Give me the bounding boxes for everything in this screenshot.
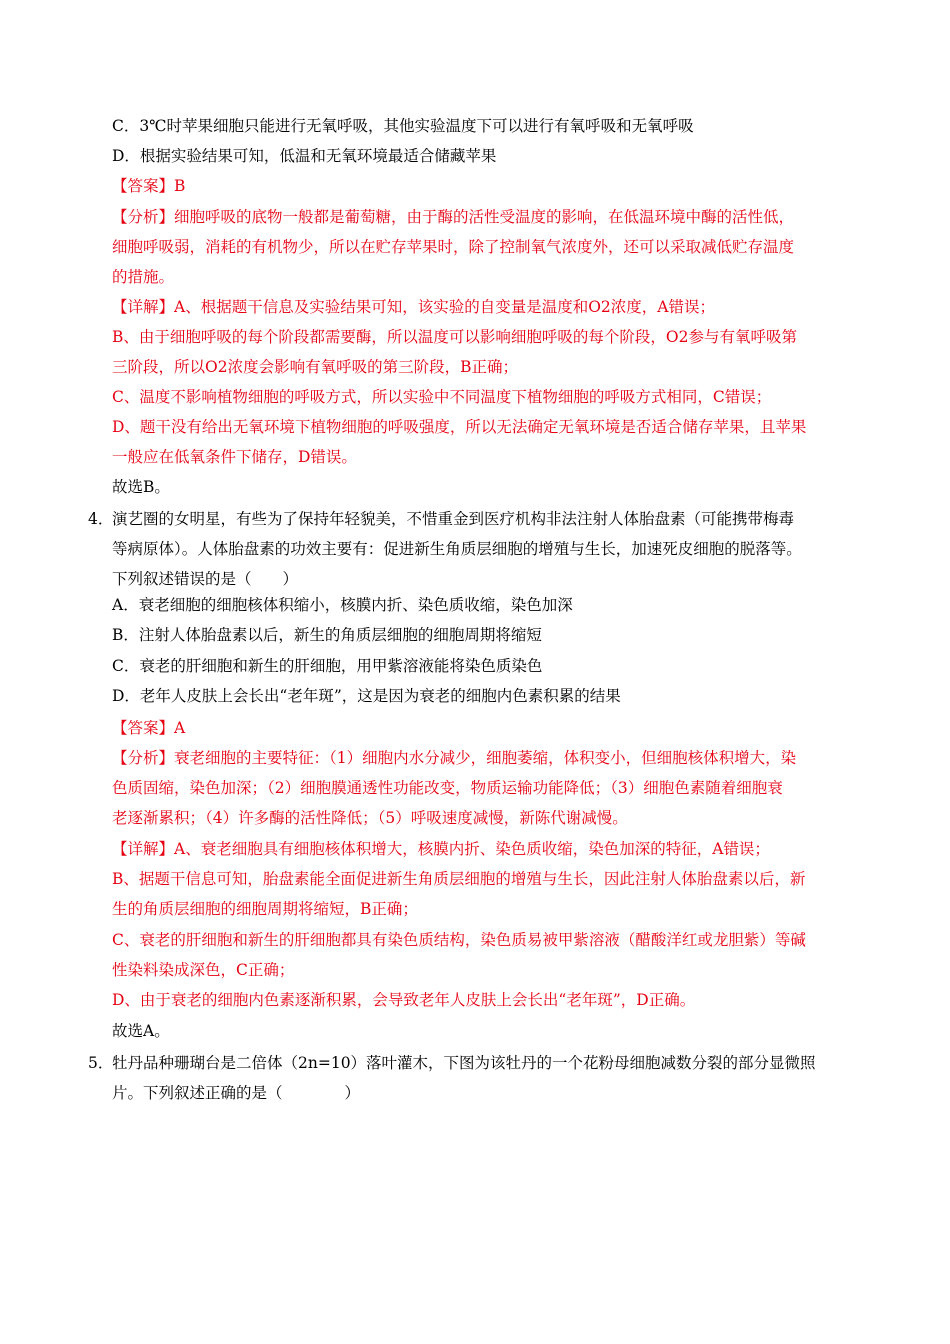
q4-number: 4．	[88, 510, 114, 528]
q4-detail-line-1: 【详解】A、衰老细胞具有细胞核体积增大，核膜内折、染色质收缩，染色加深的特征，A错误；	[112, 840, 770, 858]
q4-answer: 【答案】A	[112, 719, 186, 737]
q4-analysis-line-2: 色质固缩，染色加深；（2）细胞膜通透性功能改变，物质运输功能降低；（3）细胞色素随着细胞衰	[112, 779, 783, 797]
q5-stem-line-1: 牡丹品种珊瑚台是二倍体（2n=10）落叶灌木，下图为该牡丹的一个花粉母细胞减数分裂的部分显微照	[112, 1054, 816, 1072]
q4-option-c: C．衰老的肝细胞和新生的肝细胞，用甲紫溶液能将染色质染色	[112, 657, 543, 675]
q4-option-a: A．衰老细胞的细胞核体积缩小，核膜内折、染色质收缩，染色加深	[112, 596, 573, 614]
q3-analysis-line-1: 【分析】细胞呼吸的底物一般都是葡萄糖，由于酶的活性受温度的影响，在低温环境中酶的活性低，	[112, 208, 795, 226]
q4-option-b: B．注射人体胎盘素以后，新生的角质层细胞的细胞周期将缩短	[112, 626, 542, 644]
q3-detail-line-1: 【详解】A、根据题干信息及实验结果可知，该实验的自变量是温度和O2浓度，A错误；	[112, 298, 715, 316]
q4-detail-line-6: D、由于衰老的细胞内色素逐渐积累，会导致老年人皮肤上会长出“老年斑”，D正确。	[112, 991, 696, 1009]
q3-answer: 【答案】B	[112, 177, 186, 195]
q4-option-d: D．老年人皮肤上会长出“老年斑”，这是因为衰老的细胞内色素积累的结果	[112, 687, 621, 705]
q4-analysis-line-3: 老逐渐累积；（4）许多酶的活性降低；（5）呼吸速度减慢，新陈代谢减慢。	[112, 809, 628, 827]
q5-number: 5．	[88, 1054, 114, 1072]
q4-stem-line-2: 等病原体）。人体胎盘素的功效主要有：促进新生角质层细胞的增殖与生长，加速死皮细胞的脱落等。	[112, 540, 802, 558]
q3-analysis-line-2: 细胞呼吸弱，消耗的有机物少，所以在贮存苹果时，除了控制氧气浓度外，还可以采取减低贮存温度	[112, 238, 795, 256]
q4-detail-line-3: 生的角质层细胞的细胞周期将缩短，B正确；	[112, 900, 418, 918]
q4-conclusion: 故选A。	[112, 1022, 170, 1040]
q3-detail-line-4: C、温度不影响植物细胞的呼吸方式，所以实验中不同温度下植物细胞的呼吸方式相同，C错误；	[112, 388, 772, 406]
q4-analysis-line-1: 【分析】衰老细胞的主要特征：（1）细胞内水分减少，细胞萎缩，体积变小，但细胞核体积增大，染	[112, 749, 797, 767]
q3-conclusion: 故选B。	[112, 478, 170, 496]
q4-detail-line-5: 性染料染成深色，C正确；	[112, 961, 295, 979]
q5-stem-line-2: 片。下列叙述正确的是（ ）	[112, 1084, 361, 1102]
q4-stem-line-3: 下列叙述错误的是（ ）	[112, 570, 299, 588]
q3-detail-line-6: 一般应在低氧条件下储存，D错误。	[112, 448, 357, 466]
q3-analysis-line-3: 的措施。	[112, 268, 175, 286]
q3-option-c: C．3℃时苹果细胞只能进行无氧呼吸，其他实验温度下可以进行有氧呼吸和无氧呼吸	[112, 117, 694, 135]
q4-stem-line-1: 演艺圈的女明星，有些为了保持年轻貌美，不惜重金到医疗机构非法注射人体胎盘素（可能携带梅毒	[112, 510, 795, 528]
q4-detail-line-2: B、据题干信息可知，胎盘素能全面促进新生角质层细胞的增殖与生长，因此注射人体胎盘素以后，新	[112, 870, 806, 888]
q3-detail-line-3: 三阶段，所以O2浓度会影响有氧呼吸的第三阶段，B正确；	[112, 358, 518, 376]
q3-detail-line-2: B、由于细胞呼吸的每个阶段都需要酶，所以温度可以影响细胞呼吸的每个阶段，O2参与有氧呼吸第	[112, 328, 797, 346]
q3-detail-line-5: D、题干没有给出无氧环境下植物细胞的呼吸强度，所以无法确定无氧环境是否适合储存苹果，且苹果	[112, 418, 807, 436]
q4-detail-line-4: C、衰老的肝细胞和新生的肝细胞都具有染色质结构，染色质易被甲紫溶液（醋酸洋红或龙胆紫）等碱	[112, 931, 806, 949]
q3-option-d: D．根据实验结果可知，低温和无氧环境最适合储藏苹果	[112, 147, 497, 165]
